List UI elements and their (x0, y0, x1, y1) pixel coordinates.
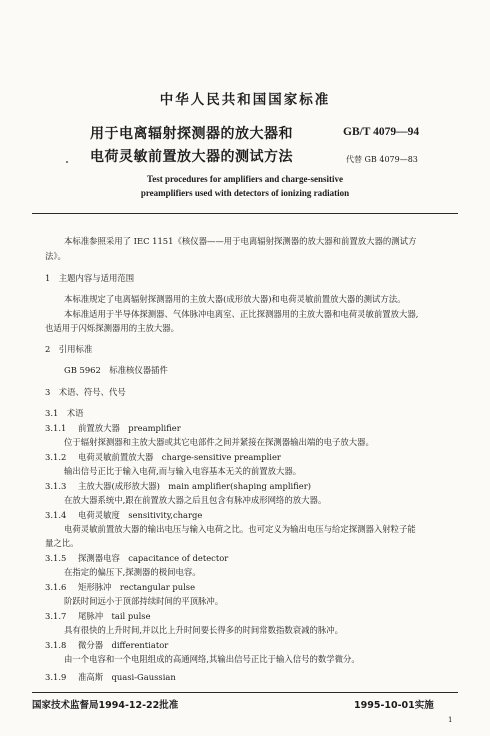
section3-heading: 3 术语、符号、代号 (45, 387, 126, 397)
section2-reference: GB 5962 标准核仪器插件 (64, 365, 168, 375)
term-definition: 输出信号正比于输入电荷,而与输入电容基本无关的前置放大器。 (64, 466, 302, 476)
country-standard-heading: 中华人民共和国国家标准 (159, 92, 331, 108)
term-name: 探测器电容 capacitance of detector (78, 553, 229, 563)
section1-paragraph1: 本标准规定了电离辐射探测器用的主放大器(成形放大器)和电荷灵敏前置放大器的测试方法。 (64, 294, 406, 304)
replaces-standard: 代替 GB 4079—83 (346, 155, 418, 164)
term-name: 尾脉冲 tail pulse (78, 611, 151, 621)
header-divider (32, 213, 458, 214)
term-definition: 电荷灵敏前置放大器的输出电压与输入电荷之比。也可定义为输出电压与给定探测器入射粒子能 (64, 524, 416, 534)
term-definition: 位于辐射探测器和主放大器或其它电部件之间并紧接在探测器输出端的电子放大器。 (64, 437, 374, 447)
term-number: 3.1.1 (45, 423, 67, 433)
term-number: 3.1.7 (45, 611, 67, 621)
title-cn-line2: 电荷灵敏前置放大器的测试方法 (90, 149, 293, 165)
standard-number: GB/T 4079—94 (343, 126, 420, 138)
term-number: 3.1.4 (45, 510, 67, 520)
term-definition: 阶跃时间远小于顶部持续时间的平顶脉冲。 (64, 596, 224, 606)
term-definition: 由一个电容和一个电阻组成的高通网络,其输出信号正比于输入信号的数学微分。 (64, 654, 360, 664)
section1-paragraph2-line2: 也适用于闪烁探测器用的主放大器。 (45, 323, 179, 333)
term-number: 3.1.2 (45, 452, 67, 462)
term-name: 矩形脉冲 rectangular pulse (78, 582, 196, 592)
section1-paragraph2-line1: 本标准适用于半导体探测器、气体脉冲电离室、正比探测器用的主放大器和电荷灵敏前置放大器, (64, 309, 419, 319)
scan-speck (66, 161, 68, 163)
term-number: 3.1.5 (45, 553, 67, 563)
section1-heading: 1 主题内容与适用范围 (45, 273, 135, 283)
term-number: 3.1.9 (45, 672, 67, 682)
term-number: 3.1.8 (45, 640, 67, 650)
page-number: 1 (448, 716, 453, 724)
term-number: 3.1.6 (45, 582, 67, 592)
title-cn-line1: 用于电离辐射探测器的放大器和 (90, 126, 293, 142)
intro-line1: 本标准参照采用了 IEC 1151《核仪器——用于电离辐射探测器的放大器和前置放大器的测试方 (64, 236, 417, 246)
term-definition: 具有很快的上升时间,并以比上升时间要长得多的时间常数指数衰减的脉冲。 (64, 625, 344, 635)
section2-heading: 2 引用标准 (45, 344, 93, 354)
term-name: 电荷灵敏前置放大器 charge-sensitive preamplier (78, 452, 281, 462)
term-name: 主放大器(成形放大器) main amplifier(shaping amplifier) (78, 481, 312, 491)
term-name: 准高斯 quasi-Gaussian (78, 672, 176, 682)
term-definition: 在放大器系统中,跟在前置放大器之后且包含有脉冲成形网络的放大器。 (64, 495, 327, 505)
term-name: 微分器 differentiator (78, 640, 169, 650)
title-en-line2: preamplifiers used with detectors of ionizing radiation (140, 188, 350, 198)
term-definition-continued: 量之比。 (45, 538, 79, 548)
term-definition: 在指定的偏压下,探测器的极间电容。 (64, 567, 201, 577)
intro-line2: 法》。 (45, 251, 66, 261)
term-name: 前置放大器 preamplifier (78, 423, 181, 433)
term-number: 3.1.3 (45, 481, 67, 491)
footer-divider (32, 692, 458, 693)
section3-1-heading: 3.1 术语 (45, 408, 84, 418)
title-en-line1: Test procedures for amplifiers and charge-sensitive (147, 174, 343, 184)
term-name: 电荷灵敏度 sensitivity,charge (78, 510, 203, 520)
effective-date: 1995-10-01实施 (354, 700, 434, 711)
approval-date: 国家技术监督局1994-12-22批准 (32, 700, 179, 711)
